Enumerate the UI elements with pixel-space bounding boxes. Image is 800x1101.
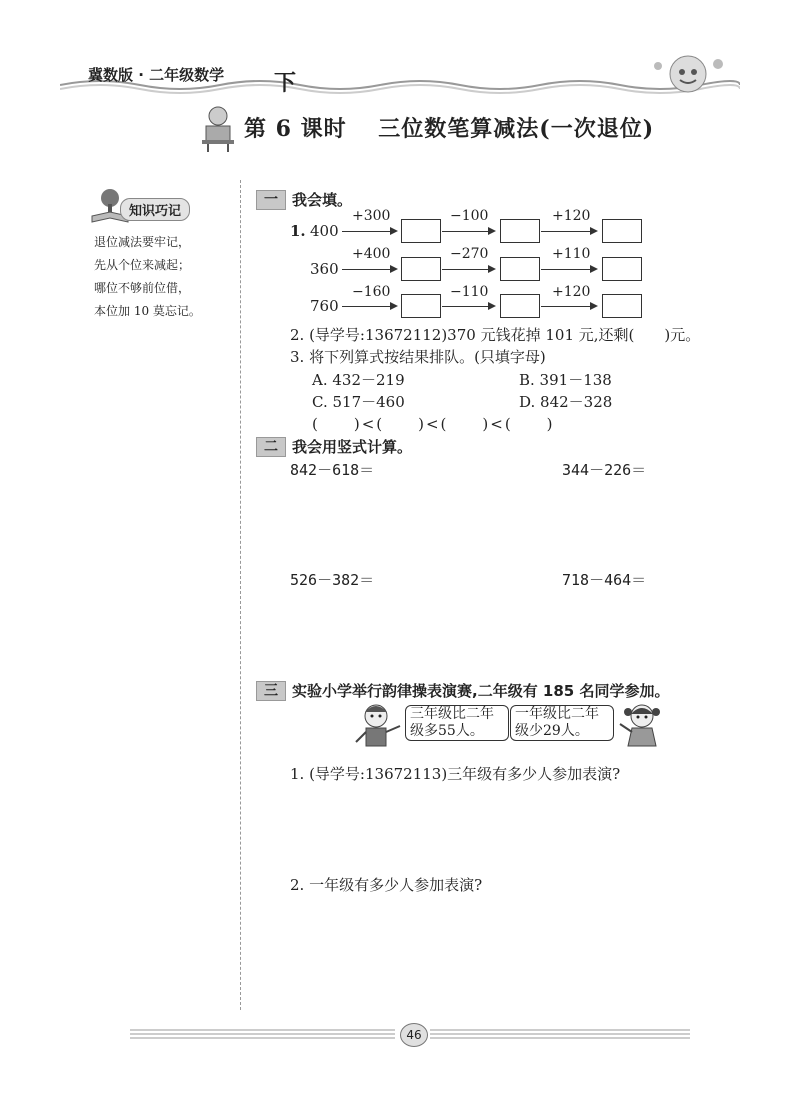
arrow-icon bbox=[442, 306, 494, 307]
option-c: C. 517－460 bbox=[312, 393, 405, 411]
option-a: A. 432－219 bbox=[312, 371, 405, 389]
knowledge-badge: 知识巧记 bbox=[120, 198, 190, 221]
arrow-icon bbox=[442, 269, 494, 270]
s3-q1: 1. (导学号:13672113)三年级有多少人参加表演? bbox=[290, 765, 621, 783]
section-title-3: 实验小学举行韵律操表演赛,二年级有 185 名同学参加。 bbox=[292, 682, 670, 700]
arrow-icon bbox=[442, 231, 494, 232]
section-title-1: 我会填。 bbox=[292, 191, 353, 209]
rhyme-line: 本位加 10 莫忘记。 bbox=[94, 304, 201, 318]
page-number: 46 bbox=[400, 1023, 428, 1047]
answer-box[interactable] bbox=[401, 294, 441, 318]
chain-op: +400 bbox=[352, 246, 391, 262]
arrow-icon bbox=[342, 269, 396, 270]
kids-logo-icon bbox=[648, 52, 728, 100]
speech-bubble-left bbox=[405, 705, 509, 741]
calc-problem: 842－618＝ bbox=[290, 461, 375, 479]
bubble-line: 三年级比二年 bbox=[410, 706, 494, 722]
answer-box[interactable] bbox=[401, 257, 441, 281]
rhyme-line: 退位减法要牢记， bbox=[94, 235, 191, 249]
option-b: B. 391－138 bbox=[519, 371, 612, 389]
chain-op: −100 bbox=[450, 208, 489, 224]
arrow-icon bbox=[541, 231, 596, 232]
chain-op: −110 bbox=[450, 284, 489, 300]
rhyme-block bbox=[94, 231, 201, 323]
arrow-icon bbox=[541, 269, 596, 270]
arrow-icon bbox=[342, 231, 396, 232]
rhyme-line: 哪位不够前位借， bbox=[94, 281, 191, 295]
teacher-icon bbox=[200, 104, 236, 156]
bubble-line: 级少29人。 bbox=[515, 723, 589, 739]
header-edition: 冀数版 · 二年级数学 bbox=[88, 66, 225, 84]
chain-op: +110 bbox=[552, 246, 591, 262]
arrow-icon bbox=[342, 306, 396, 307]
chain-op: +120 bbox=[552, 284, 591, 300]
option-d: D. 842－328 bbox=[519, 393, 613, 411]
s3-q2: 2. 一年级有多少人参加表演? bbox=[290, 876, 483, 894]
girl-icon bbox=[618, 702, 666, 758]
arrow-icon bbox=[541, 306, 596, 307]
answer-box[interactable] bbox=[500, 257, 540, 281]
calc-problem: 718－464＝ bbox=[562, 571, 647, 589]
answer-box[interactable] bbox=[602, 257, 642, 281]
chain-op: −270 bbox=[450, 246, 489, 262]
chain-op: −160 bbox=[352, 284, 391, 300]
chain-op: +120 bbox=[552, 208, 591, 224]
section-mark-3: 三 bbox=[256, 681, 286, 701]
answer-box[interactable] bbox=[401, 219, 441, 243]
chain-start: 760 bbox=[310, 297, 339, 315]
bubble-line: 一年级比二年 bbox=[515, 706, 599, 722]
answer-box[interactable] bbox=[500, 219, 540, 243]
section-mark-2: 二 bbox=[256, 437, 286, 457]
lesson-title: 第 6 课时 三位数笔算减法(一次退位) bbox=[244, 116, 655, 142]
answer-box[interactable] bbox=[602, 219, 642, 243]
calc-problem: 526－382＝ bbox=[290, 571, 375, 589]
rhyme-line: 先从个位来减起； bbox=[94, 258, 191, 272]
section-mark-1: 一 bbox=[256, 190, 286, 210]
chain-start: 360 bbox=[310, 260, 339, 278]
chain-op: +300 bbox=[352, 208, 391, 224]
calc-problem: 344－226＝ bbox=[562, 461, 647, 479]
section-title-2: 我会用竖式计算。 bbox=[292, 438, 413, 456]
column-divider bbox=[240, 180, 241, 1010]
header-volume: 下 bbox=[274, 70, 297, 96]
q1-label: 1. bbox=[290, 222, 306, 240]
order-line[interactable]: ( )<( )<( )<( ) bbox=[312, 415, 555, 433]
q3-text: 3. 将下列算式按结果排队。(只填字母) bbox=[290, 348, 546, 366]
answer-box[interactable] bbox=[602, 294, 642, 318]
chain-start: 400 bbox=[310, 222, 339, 240]
bubble-line: 级多55人。 bbox=[410, 723, 484, 739]
q2-text: 2. (导学号:13672112)370 元钱花掉 101 元,还剩( )元。 bbox=[290, 326, 701, 344]
answer-box[interactable] bbox=[500, 294, 540, 318]
boy-icon bbox=[354, 702, 402, 758]
speech-bubble-right bbox=[510, 705, 614, 741]
